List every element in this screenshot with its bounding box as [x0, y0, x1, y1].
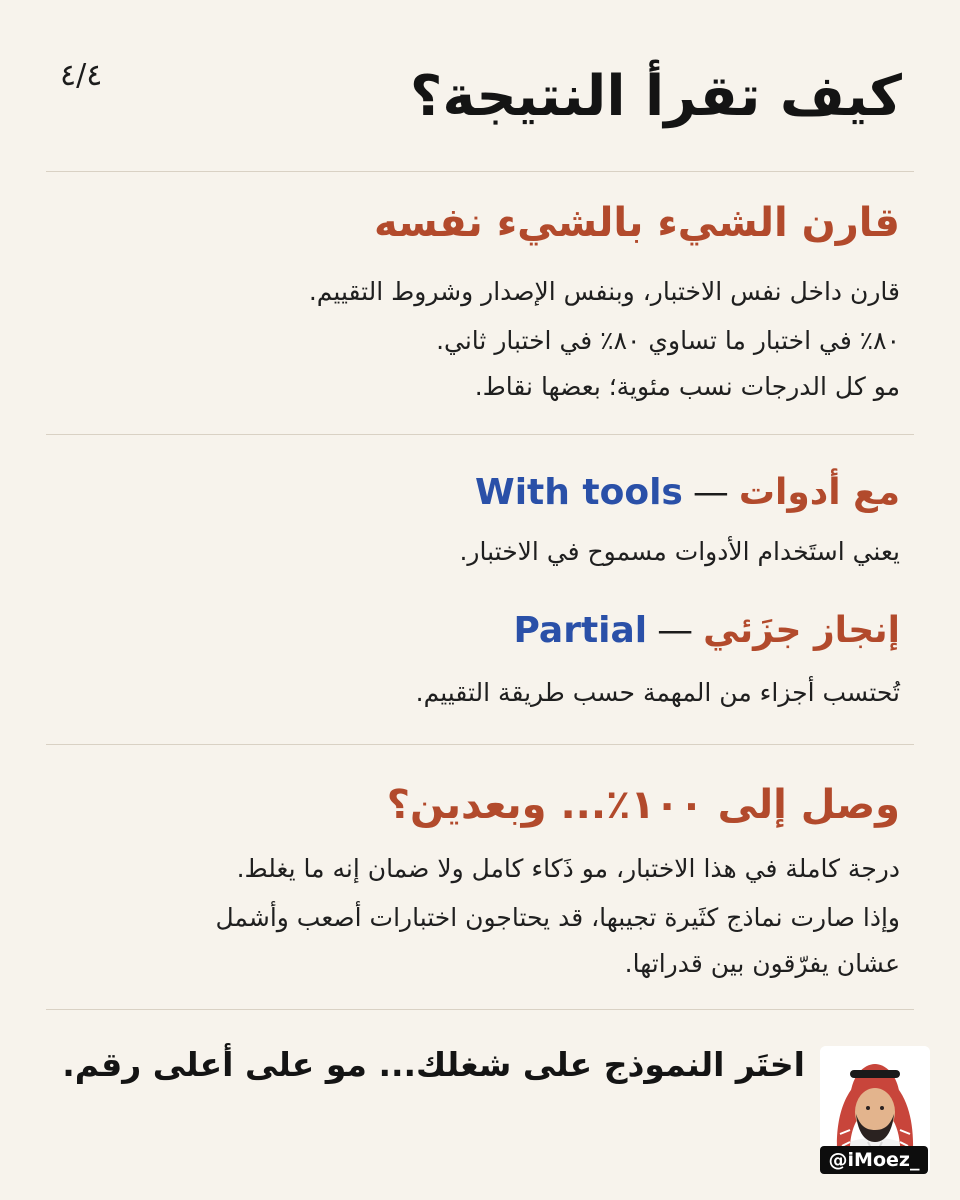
term-dash: —: [692, 472, 729, 513]
divider-1: [46, 434, 914, 435]
divider-top: [46, 171, 914, 172]
term-dash: —: [657, 610, 694, 651]
compare-line-3: مو كل الدرجات نسب مئوية؛ بعضها نقاط.: [474, 372, 900, 401]
hundred-line-1: درجة كاملة في هذا الاختبار، مو ذَكاء كامل ولا ضمان إنه ما يغلط.: [236, 854, 900, 883]
term-english-with-tools: With tools: [475, 472, 683, 513]
page-title: كيف تقرأ النتيجة؟: [409, 64, 902, 129]
hundred-line-2: وإذا صارت نماذج كثَيرة تجيبها، قد يحتاجون اختبارات أصعب وأشمل: [215, 903, 900, 932]
divider-2: [46, 744, 914, 745]
partial-description: تُحتسب أجزاء من المهمة حسب طريقة التقييم.: [415, 678, 900, 707]
term-arabic-with-tools: مع أدوات: [738, 472, 900, 513]
term-arabic-partial: إنجاز جزَئي: [703, 610, 900, 651]
term-heading-partial: [513, 610, 900, 651]
divider-3: [46, 1009, 914, 1010]
section-heading-compare: قارن الشيء بالشيء نفسه: [374, 200, 900, 246]
hundred-line-3: عشان يفرّقون بين قدراتها.: [624, 949, 900, 978]
compare-line-1: قارن داخل نفس الاختبار، وبنفس الإصدار وشروط التقييم.: [308, 277, 900, 306]
compare-line-2: ٨٠٪ في اختبار ما تساوي ٨٠٪ في اختبار ثاني.: [436, 326, 900, 355]
term-english-partial: Partial: [513, 610, 648, 651]
footer-quote: اختَر النموذج على شغلك... مو على أعلى رقم.: [62, 1045, 805, 1084]
with-tools-description: يعني استَخدام الأدوات مسموح في الاختبار.: [459, 537, 900, 566]
page-counter: ٤/٤: [60, 58, 103, 93]
section-heading-hundred-percent: وصل إلى ١٠٠٪... وبعدين؟: [386, 782, 900, 828]
handle-badge: @iMoez_: [820, 1146, 928, 1174]
term-heading-with-tools: [475, 472, 900, 513]
